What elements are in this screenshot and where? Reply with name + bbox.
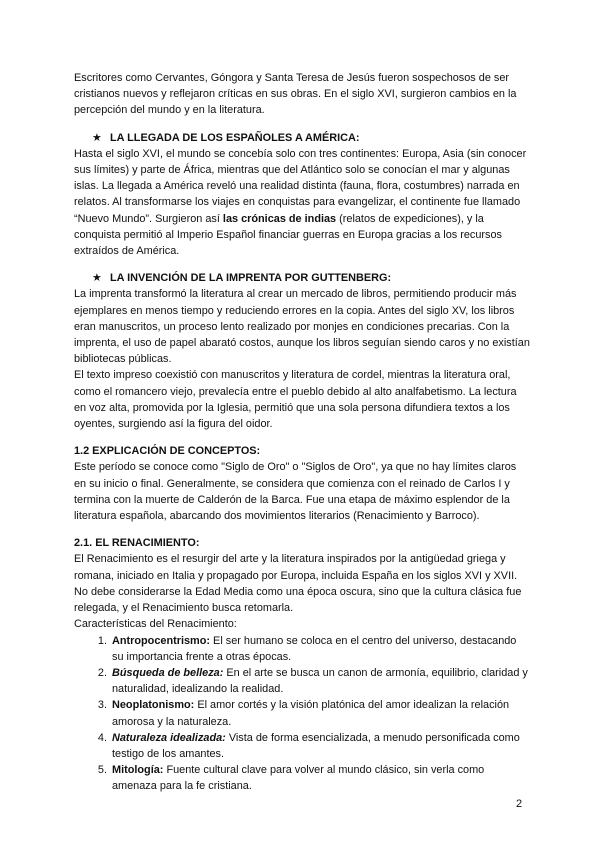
- list-item: [110, 730, 530, 762]
- renacimiento-list-intro: Características del Renacimiento:: [74, 618, 237, 631]
- conceptos-heading: 1.2 EXPLICACIÓN DE CONCEPTOS:: [74, 445, 261, 458]
- list-item-term: Naturaleza idealizada:: [112, 731, 226, 744]
- document-page: [74, 70, 530, 795]
- america-paragraph: [74, 146, 530, 259]
- america-bold-term: las crónicas de indias: [222, 212, 337, 225]
- page-number: 2: [516, 798, 523, 810]
- star-icon: ★: [92, 131, 102, 144]
- list-item: [110, 633, 530, 665]
- imprenta-paragraph-2: El texto impreso coexistió con manuscritos y literatura de cordel, mientras la literatura oral, como el romancero viejo, prevalecía entre el pueblo debido al alto analfabetismo. La lectura en voz alta, promovida por la Iglesia, permitió que una sola persona difundiera textos a los oyentes, surgiendo así la figura del oidor.: [74, 369, 517, 431]
- conceptos-paragraph: Este período se conoce como "Siglo de Oro" o "Siglos de Oro", ya que no hay límites claros en su inicio o final. Generalmente, se considera que comienza con el reinado de Carlos I y termina con la muerte de Calderón de la Barca. Fue una etapa de máximo esplendor de la literatura española, abarcando dos movimientos literarios (Renacimiento y Barroco).: [74, 461, 517, 523]
- list-item-desc: Vista de forma esencializada, a menudo personificada como testigo de los amantes.: [112, 731, 520, 760]
- list-item-term: Búsqueda de belleza:: [112, 666, 224, 679]
- imprenta-paragraph-1: La imprenta transformó la literatura al crear un mercado de libros, permitiendo producir más ejemplares en menos tiempo y reduciendo errores en la copia. Antes del siglo XV, los libros eran manuscritos, un proceso lento realizado por monjes en condiciones precarias. Con la imprenta, el uso de papel abarató costos, aunque los libros seguían siendo caros y no existían bibliotecas públicas.: [74, 288, 530, 366]
- america-heading-text: LA LLEGADA DE LOS ESPAÑOLES A AMÉRICA:: [110, 131, 360, 144]
- list-item-term: Mitología:: [112, 764, 164, 777]
- list-item-term: Neoplatonismo:: [112, 699, 195, 712]
- list-item-desc: El amor cortés y la visión platónica del amor idealizan la relación amorosa y la naturaleza.: [112, 699, 510, 728]
- star-icon: ★: [92, 272, 102, 285]
- list-item: [110, 697, 530, 729]
- list-item-desc: El ser humano se coloca en el centro del universo, destacando su importancia frente a otras épocas.: [112, 634, 517, 663]
- list-item-desc: En el arte se busca un canon de armonía, equilibrio, claridad y naturalidad, idealizando la realidad.: [112, 666, 528, 696]
- intro-paragraph: Escritores como Cervantes, Góngora y Santa Teresa de Jesús fueron sospechosos de ser cristianos nuevos y reflejaron críticas en sus obras. En el siglo XVI, surgieron cambios en la percepción del mundo y en la literatura.: [74, 72, 517, 117]
- renacimiento-heading: 2.1. EL RENACIMIENTO:: [74, 537, 200, 550]
- america-heading: [92, 130, 530, 146]
- america-text-after: (relatos de expediciones), y la conquista permitió al Imperio Español financiar guerras en Europa gracias a los recursos extraídos de América.: [74, 212, 502, 258]
- renacimiento-characteristics-list: [74, 633, 530, 795]
- list-item-term: Antropocentrismo:: [112, 634, 211, 647]
- list-item: [110, 762, 530, 794]
- imprenta-heading-text: LA INVENCIÓN DE LA IMPRENTA POR GUTTENBERG:: [110, 272, 392, 285]
- america-text-before: Hasta el siglo XVI, el mundo se concebía solo con tres continentes: Europa, Asia (sin conocer sus límites) y parte de África, mientras que del Atlántico solo se conocían el mar y algunas islas. La llegada a América reveló una realidad distinta (fauna, flora, costumbres) narrada en relatos. Al transformarse los viajes en conquistas para evangelizar, el continente fue llamado “Nuevo Mundo”. Surgieron así: [74, 147, 527, 225]
- imprenta-heading: [92, 270, 530, 286]
- list-item-desc: Fuente cultural clave para volver al mundo clásico, sin verla como amenaza para la fe cristiana.: [112, 764, 485, 793]
- list-item: [110, 665, 530, 697]
- renacimiento-paragraph: El Renacimiento es el resurgir del arte y la literatura inspirados por la antigüedad griega y romana, iniciado en Italia y propagado por Europa, incluida España en los siglos XVI y XVII. No debe considerarse la Edad Media como una época oscura, sino que la cultura clásica fue relegada, y el Renacimiento busca retomarla.: [74, 553, 522, 615]
